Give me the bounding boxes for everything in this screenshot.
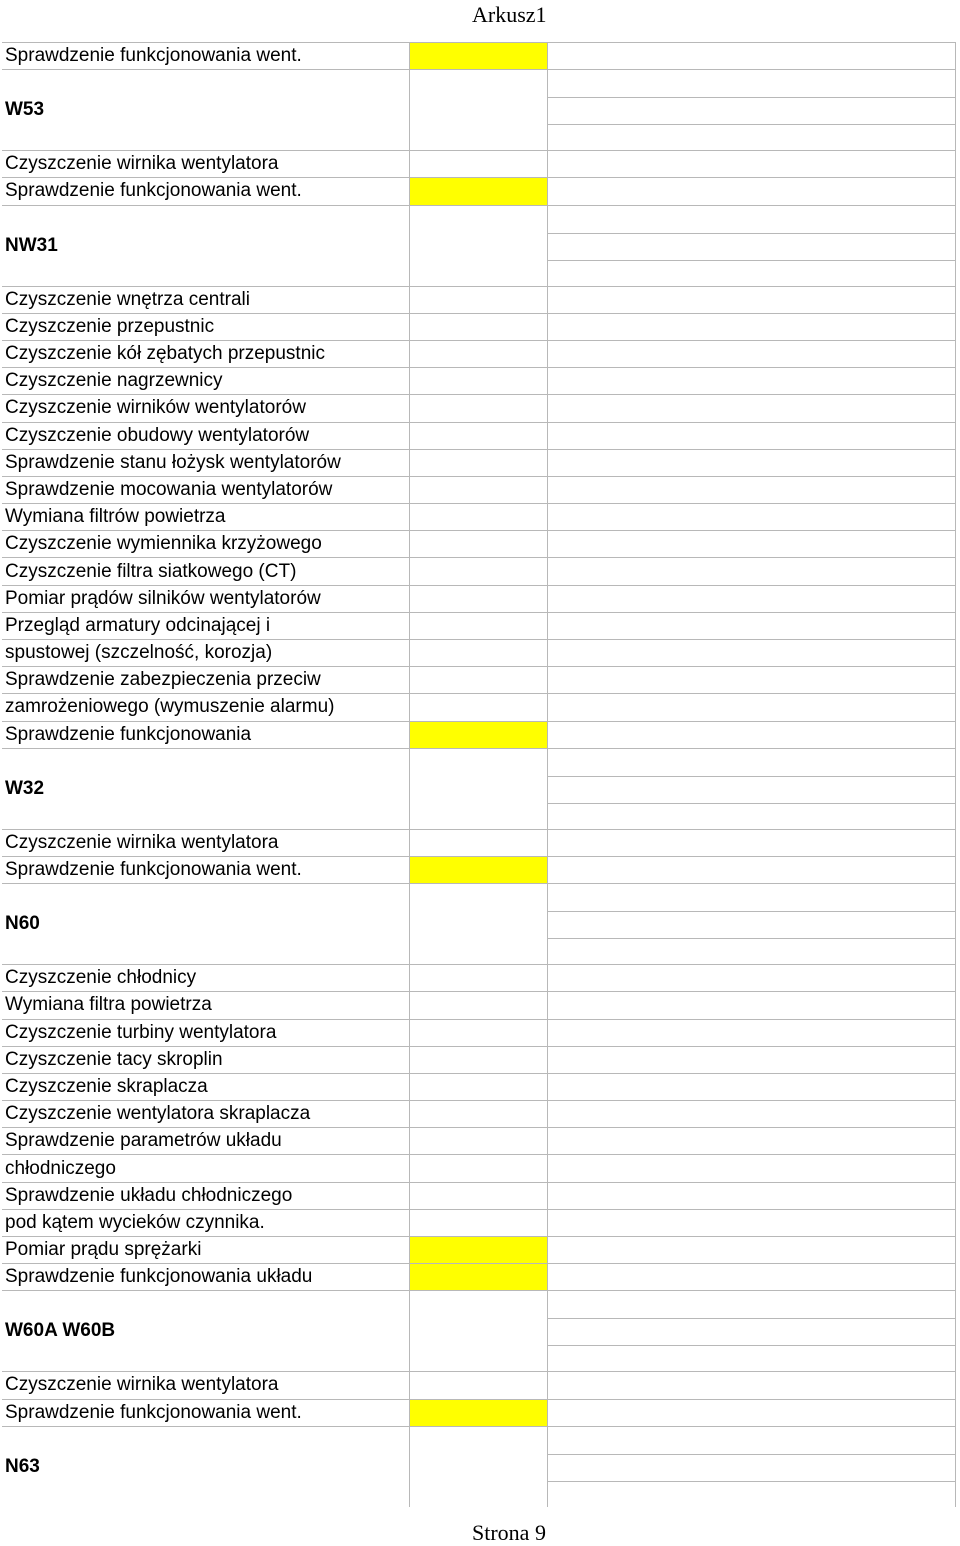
- task-label[interactable]: Sprawdzenie funkcjonowania: [2, 722, 410, 748]
- section-row: [2, 883, 956, 964]
- highlighted-cell[interactable]: [410, 857, 548, 883]
- task-label[interactable]: zamrożeniowego (wymuszenie alarmu): [2, 694, 410, 720]
- empty-cell[interactable]: [548, 287, 956, 313]
- empty-cell[interactable]: [548, 1074, 956, 1100]
- empty-cell[interactable]: [410, 1183, 548, 1209]
- empty-cell[interactable]: [410, 1047, 548, 1073]
- task-label[interactable]: Sprawdzenie funkcjonowania went.: [2, 857, 410, 883]
- task-label[interactable]: Czyszczenie wnętrza centrali: [2, 287, 410, 313]
- empty-cell[interactable]: [410, 1372, 548, 1398]
- table-row: [2, 530, 956, 557]
- empty-cell[interactable]: [548, 640, 956, 666]
- table-row: [2, 991, 956, 1018]
- empty-cell[interactable]: [410, 477, 548, 503]
- empty-cell[interactable]: [410, 395, 548, 421]
- task-label[interactable]: Czyszczenie tacy skroplin: [2, 1047, 410, 1073]
- empty-cell[interactable]: [410, 314, 548, 340]
- table-row: [2, 557, 956, 584]
- task-label[interactable]: Czyszczenie obudowy wentylatorów: [2, 423, 410, 449]
- empty-cell[interactable]: [410, 70, 548, 150]
- table-row: [2, 721, 956, 748]
- empty-cell[interactable]: [548, 504, 956, 530]
- empty-cell[interactable]: [410, 965, 548, 991]
- empty-cell[interactable]: [410, 1210, 548, 1236]
- empty-cell[interactable]: [548, 857, 956, 883]
- task-label[interactable]: Czyszczenie filtra siatkowego (CT): [2, 558, 410, 584]
- empty-cell[interactable]: [548, 722, 956, 748]
- page-number: Strona 9: [472, 1520, 546, 1545]
- table-row: [2, 313, 956, 340]
- empty-cell[interactable]: [410, 1074, 548, 1100]
- section-row: [2, 69, 956, 150]
- table-row: [2, 286, 956, 313]
- empty-cell[interactable]: [410, 504, 548, 530]
- section-label[interactable]: W32: [2, 749, 410, 829]
- table-row: [2, 1182, 956, 1209]
- grid-line: [548, 260, 956, 261]
- empty-cell[interactable]: [548, 341, 956, 367]
- empty-cell[interactable]: [548, 395, 956, 421]
- section-label[interactable]: W60A W60B: [2, 1291, 410, 1371]
- table-row: [2, 829, 956, 856]
- empty-cell[interactable]: [548, 992, 956, 1018]
- highlighted-cell[interactable]: [410, 1400, 548, 1426]
- empty-cell[interactable]: [410, 341, 548, 367]
- empty-cell[interactable]: [410, 640, 548, 666]
- table-row: [2, 1100, 956, 1127]
- empty-cell[interactable]: [410, 151, 548, 177]
- task-label[interactable]: Pomiar prądu sprężarki: [2, 1237, 410, 1263]
- task-label[interactable]: Sprawdzenie układu chłodniczego: [2, 1183, 410, 1209]
- table-row: [2, 394, 956, 421]
- task-label[interactable]: pod kątem wycieków czynnika.: [2, 1210, 410, 1236]
- grid-line: [548, 803, 956, 804]
- empty-cell[interactable]: [548, 450, 956, 476]
- empty-cell[interactable]: [410, 1427, 548, 1507]
- empty-cell[interactable]: [548, 1400, 956, 1426]
- empty-cell[interactable]: [548, 667, 956, 693]
- table-row: [2, 1371, 956, 1398]
- table-row: [2, 856, 956, 883]
- grid-line: [548, 776, 956, 777]
- table-row: [2, 1019, 956, 1046]
- highlighted-cell[interactable]: [410, 43, 548, 69]
- empty-cell[interactable]: [410, 1101, 548, 1127]
- empty-cell[interactable]: [548, 423, 956, 449]
- empty-cell[interactable]: [410, 531, 548, 557]
- empty-cell[interactable]: [548, 884, 956, 964]
- table-row: [2, 367, 956, 394]
- task-label[interactable]: Czyszczenie przepustnic: [2, 314, 410, 340]
- section-label[interactable]: W53: [2, 70, 410, 150]
- empty-cell[interactable]: [548, 586, 956, 612]
- table-row: [2, 177, 956, 204]
- section-label[interactable]: N63: [2, 1427, 410, 1507]
- empty-cell[interactable]: [410, 830, 548, 856]
- empty-cell[interactable]: [548, 531, 956, 557]
- spreadsheet-grid: [2, 42, 956, 1507]
- table-row: [2, 1263, 956, 1290]
- task-label[interactable]: Sprawdzenie funkcjonowania układu: [2, 1264, 410, 1290]
- highlighted-cell[interactable]: [410, 1237, 548, 1263]
- task-label[interactable]: Czyszczenie skraplacza: [2, 1074, 410, 1100]
- empty-cell[interactable]: [548, 613, 956, 639]
- empty-cell[interactable]: [548, 1237, 956, 1263]
- table-row: [2, 612, 956, 639]
- task-label[interactable]: Czyszczenie kół zębatych przepustnic: [2, 341, 410, 367]
- task-label[interactable]: Sprawdzenie funkcjonowania went.: [2, 1400, 410, 1426]
- empty-cell[interactable]: [548, 749, 956, 829]
- empty-cell[interactable]: [410, 450, 548, 476]
- empty-cell[interactable]: [548, 1101, 956, 1127]
- empty-cell[interactable]: [548, 206, 956, 286]
- task-label[interactable]: Czyszczenie wirnika wentylatora: [2, 830, 410, 856]
- empty-cell[interactable]: [548, 1210, 956, 1236]
- task-label[interactable]: Wymiana filtrów powietrza: [2, 504, 410, 530]
- empty-cell[interactable]: [410, 1020, 548, 1046]
- empty-cell[interactable]: [410, 1155, 548, 1181]
- highlighted-cell[interactable]: [410, 178, 548, 204]
- empty-cell[interactable]: [410, 586, 548, 612]
- empty-cell[interactable]: [548, 151, 956, 177]
- empty-cell[interactable]: [548, 1427, 956, 1507]
- table-row: [2, 666, 956, 693]
- empty-cell[interactable]: [548, 1291, 956, 1371]
- empty-cell[interactable]: [548, 1155, 956, 1181]
- grid-line: [548, 97, 956, 98]
- task-label[interactable]: Sprawdzenie parametrów układu: [2, 1128, 410, 1154]
- empty-cell[interactable]: [410, 992, 548, 1018]
- task-label[interactable]: Pomiar prądów silników wentylatorów: [2, 586, 410, 612]
- table-row: [2, 1154, 956, 1181]
- table-row: [2, 639, 956, 666]
- task-label[interactable]: Czyszczenie turbiny wentylatora: [2, 1020, 410, 1046]
- empty-cell[interactable]: [548, 1020, 956, 1046]
- highlighted-cell[interactable]: [410, 722, 548, 748]
- grid-line: [548, 1454, 956, 1455]
- task-label[interactable]: spustowej (szczelność, korozja): [2, 640, 410, 666]
- section-row: [2, 205, 956, 286]
- table-row: [2, 585, 956, 612]
- task-label[interactable]: Sprawdzenie zabezpieczenia przeciw: [2, 667, 410, 693]
- task-label[interactable]: chłodniczego: [2, 1155, 410, 1181]
- grid-line: [548, 938, 956, 939]
- table-row: [2, 340, 956, 367]
- task-label[interactable]: Czyszczenie wymiennika krzyżowego: [2, 531, 410, 557]
- task-label[interactable]: Czyszczenie wentylatora skraplacza: [2, 1101, 410, 1127]
- table-row: [2, 42, 956, 69]
- grid-line: [548, 1318, 956, 1319]
- section-label[interactable]: NW31: [2, 206, 410, 286]
- empty-cell[interactable]: [548, 43, 956, 69]
- table-row: [2, 964, 956, 991]
- empty-cell[interactable]: [548, 1128, 956, 1154]
- empty-cell[interactable]: [548, 368, 956, 394]
- empty-cell[interactable]: [410, 667, 548, 693]
- grid-line: [548, 1345, 956, 1346]
- empty-cell[interactable]: [410, 287, 548, 313]
- table-row: [2, 503, 956, 530]
- table-row: [2, 422, 956, 449]
- empty-cell[interactable]: [548, 1372, 956, 1398]
- empty-cell[interactable]: [410, 368, 548, 394]
- section-row: [2, 1426, 956, 1507]
- table-row: [2, 693, 956, 720]
- table-row: [2, 1236, 956, 1263]
- empty-cell[interactable]: [410, 558, 548, 584]
- sheet-name: Arkusz1: [472, 2, 547, 27]
- empty-cell[interactable]: [548, 965, 956, 991]
- table-row: [2, 1209, 956, 1236]
- empty-cell[interactable]: [548, 830, 956, 856]
- empty-cell[interactable]: [548, 558, 956, 584]
- task-label[interactable]: Sprawdzenie stanu łożysk wentylatorów: [2, 450, 410, 476]
- task-label[interactable]: Sprawdzenie funkcjonowania went.: [2, 43, 410, 69]
- empty-cell[interactable]: [410, 613, 548, 639]
- empty-cell[interactable]: [548, 477, 956, 503]
- task-label[interactable]: Wymiana filtra powietrza: [2, 992, 410, 1018]
- task-label[interactable]: Czyszczenie wirnika wentylatora: [2, 151, 410, 177]
- grid-line: [548, 1481, 956, 1482]
- empty-cell[interactable]: [548, 178, 956, 204]
- task-label[interactable]: Czyszczenie nagrzewnicy: [2, 368, 410, 394]
- empty-cell[interactable]: [548, 1264, 956, 1290]
- task-label[interactable]: Czyszczenie chłodnicy: [2, 965, 410, 991]
- grid-line: [548, 911, 956, 912]
- task-label[interactable]: Przegląd armatury odcinającej i: [2, 613, 410, 639]
- task-label[interactable]: Czyszczenie wirników wentylatorów: [2, 395, 410, 421]
- table-row: [2, 1127, 956, 1154]
- table-row: [2, 1073, 956, 1100]
- empty-cell[interactable]: [410, 694, 548, 720]
- empty-cell[interactable]: [548, 1047, 956, 1073]
- empty-cell[interactable]: [410, 1128, 548, 1154]
- empty-cell[interactable]: [548, 1183, 956, 1209]
- highlighted-cell[interactable]: [410, 1264, 548, 1290]
- section-label[interactable]: N60: [2, 884, 410, 964]
- empty-cell[interactable]: [410, 206, 548, 286]
- table-row: [2, 449, 956, 476]
- empty-cell[interactable]: [410, 1291, 548, 1371]
- empty-cell[interactable]: [548, 314, 956, 340]
- table-row: [2, 476, 956, 503]
- task-label[interactable]: Czyszczenie wirnika wentylatora: [2, 1372, 410, 1398]
- task-label[interactable]: Sprawdzenie funkcjonowania went.: [2, 178, 410, 204]
- section-row: [2, 1290, 956, 1371]
- empty-cell[interactable]: [410, 423, 548, 449]
- grid-line: [548, 124, 956, 125]
- table-row: [2, 1046, 956, 1073]
- table-row: [2, 1399, 956, 1426]
- section-row: [2, 748, 956, 829]
- empty-cell[interactable]: [548, 694, 956, 720]
- empty-cell[interactable]: [410, 749, 548, 829]
- task-label[interactable]: Sprawdzenie mocowania wentylatorów: [2, 477, 410, 503]
- grid-line: [548, 233, 956, 234]
- table-row: [2, 150, 956, 177]
- empty-cell[interactable]: [410, 884, 548, 964]
- empty-cell[interactable]: [548, 70, 956, 150]
